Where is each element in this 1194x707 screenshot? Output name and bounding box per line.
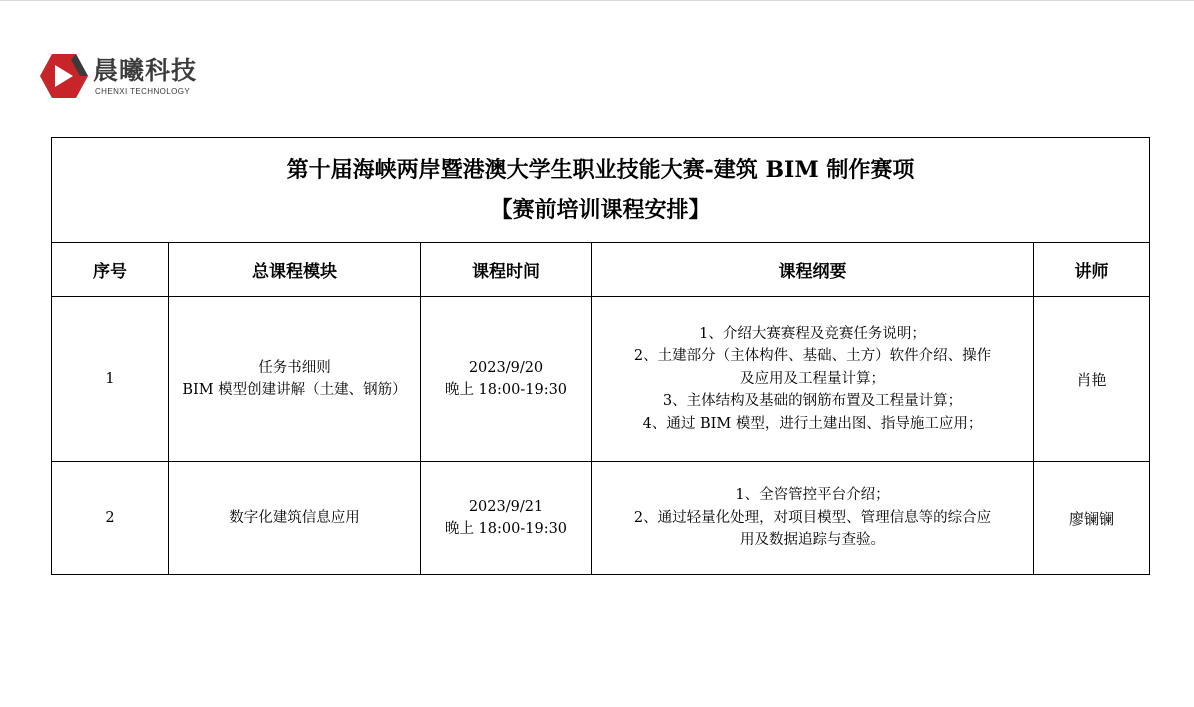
outline-line: 2、通过轻量化处理，对项目模型、管理信息等的综合应 — [633, 509, 992, 526]
row-lecturer — [1034, 297, 1150, 462]
outline-line: 用及数据追踪与查验。 — [740, 532, 885, 549]
time-date: 2023/9/21 — [468, 499, 544, 515]
title-line-main: 第十届海峡两岸暨港澳大学生职业技能大赛-建筑 BIM 制作赛项 — [286, 157, 915, 183]
title-line-sub: 【赛前培训课程安排】 — [490, 197, 711, 223]
time-date: 2023/9/20 — [468, 360, 544, 376]
chenxi-logo-icon — [40, 54, 88, 98]
lecturer-name: 肖艳 — [1076, 370, 1107, 389]
column-header-time: 课程时间 — [421, 243, 592, 297]
time-range: 晚上 18:00-19:30 — [444, 521, 568, 537]
row-time — [421, 462, 592, 575]
title-row — [52, 138, 1150, 243]
column-header-lecturer: 讲师 — [1034, 243, 1150, 297]
module-line: 数字化建筑信息应用 — [229, 510, 360, 526]
column-header-index: 序号 — [52, 243, 169, 297]
outline-line: 4、通过 BIM 模型，进行土建出图、指导施工应用； — [642, 415, 983, 432]
outline-line: 1、介绍大赛赛程及竞赛任务说明； — [699, 325, 926, 342]
row-lecturer — [1034, 462, 1150, 575]
outline-line: 1、全咨管控平台介绍； — [735, 487, 890, 504]
outline-line: 2、土建部分（主体构件、基础、土方）软件介绍、操作 — [633, 348, 992, 365]
column-header-outline: 课程纲要 — [592, 243, 1034, 297]
column-header-module: 总课程模块 — [169, 243, 421, 297]
row-index-value: 2 — [105, 510, 115, 526]
row-module — [169, 462, 421, 575]
row-index-value: 1 — [105, 371, 115, 387]
top-divider — [0, 0, 1194, 1]
lecturer-name: 廖镧镧 — [1069, 509, 1115, 528]
company-logo — [40, 54, 230, 100]
module-line: BIM 模型创建讲解（土建、钢筋） — [182, 382, 407, 398]
row-module — [169, 297, 421, 462]
row-outline — [592, 462, 1034, 575]
table-row — [52, 462, 1150, 575]
time-range: 晚上 18:00-19:30 — [444, 382, 568, 398]
row-time — [421, 297, 592, 462]
row-index — [52, 297, 169, 462]
outline-line: 3、主体结构及基础的钢筋布置及工程量计算； — [662, 393, 963, 410]
row-outline — [592, 297, 1034, 462]
table-header-row — [52, 243, 1150, 297]
outline-line: 及应用及工程量计算； — [740, 370, 885, 387]
training-schedule-table — [51, 137, 1150, 575]
logo-company-name-en: CHENXI TECHNOLOGY — [95, 87, 191, 96]
module-line: 任务书细则 — [258, 360, 331, 376]
row-index — [52, 462, 169, 575]
logo-company-name: 晨曦科技 — [93, 56, 198, 85]
document-title — [52, 138, 1150, 243]
table-row — [52, 297, 1150, 462]
